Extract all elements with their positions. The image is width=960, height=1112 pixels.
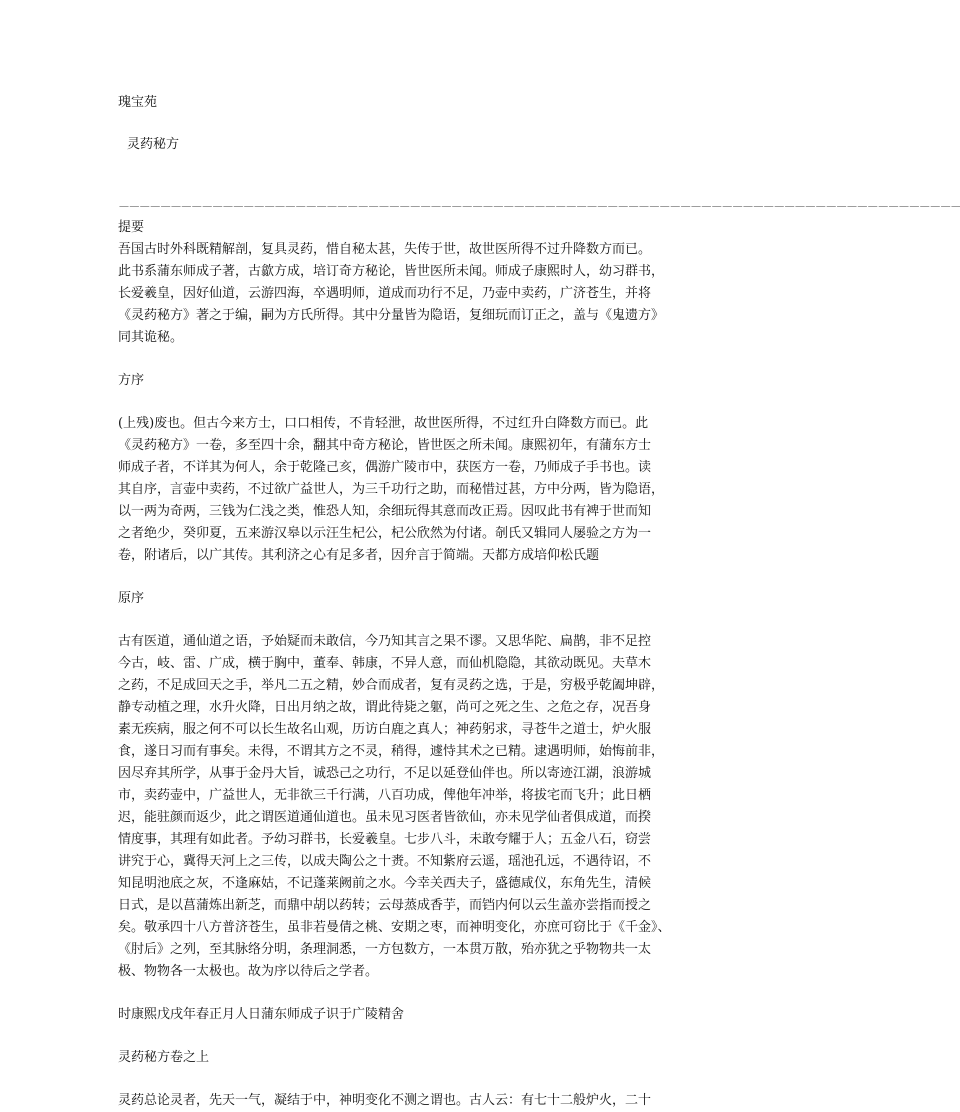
text-line: 情度事，其理有如此者。予幼习群书，长爱羲皇。七步八斗，未敢夸耀于人；五金八石，窃尝 bbox=[118, 832, 652, 847]
spacer bbox=[118, 567, 698, 588]
text-line: 素无疾病，服之何不可以长生故名山观，历访白鹿之真人；神药躬求，寻苍牛之道士，炉火服 bbox=[118, 722, 652, 737]
text-line: 矣。敬承四十八方普济苍生，虽非若曼倩之桃、安期之枣，而神明变化，亦庶可窃比于《千金》、 bbox=[118, 920, 671, 935]
spacer bbox=[118, 176, 698, 197]
section-heading-juan: 灵药秘方卷之上 bbox=[118, 1050, 210, 1065]
spacer bbox=[118, 392, 698, 413]
spacer bbox=[118, 610, 698, 631]
text-line: 静专动植之理，水升火降，日出月纳之故，谓此待毙之躯，尚可之死之生、之危之存，况吾身 bbox=[118, 700, 652, 715]
text-line: 以一两为奇两，三钱为仁浅之类，惟恐人知，余细玩得其意而改正焉。因叹此书有裨于世而知 bbox=[118, 504, 652, 519]
spacer bbox=[118, 1069, 698, 1090]
text-line: 此书系蒲东师成子著，古歙方成，培订奇方秘论，皆世医所未闻。师成子康熙时人，幼习群书， bbox=[118, 264, 665, 279]
text-line: 《灵药秘方》一卷，多至四十余，翻其中奇方秘论，皆世医之所未闻。康熙初年，有蒲东方士 bbox=[118, 438, 652, 453]
book-title: 灵药秘方 bbox=[127, 137, 180, 152]
text-line: 古有医道，通仙道之语，予始疑而未敢信，今乃知其言之果不谬。又思华陀、扁鹊，非不足控 bbox=[118, 634, 652, 649]
text-line: 灵药总论灵者，先天一气，凝结于中，神明变化不测之谓也。古人云：有七十二般炉火，二十 bbox=[118, 1093, 652, 1108]
text-line: 今古，岐、雷、广成，横于胸中，董奉、韩康，不异人意，而仙机隐隐，其欲动既见。夫草木 bbox=[118, 656, 652, 671]
text-line: 食，遂日习而有事矣。未得，不谓其方之不灵，稍得，遽恃其术之已精。逮遇明师，始悔前非， bbox=[118, 744, 665, 759]
text-line: 卷，附诸后，以广其传。其利济之心有足多者，因弁言于简端。天都方成培仰松氏题 bbox=[118, 548, 600, 563]
text-line: 长爱羲皇，因好仙道，云游四海，卒遇明师，道成而功行不足，乃壶中卖药，广济苍生，并将 bbox=[118, 286, 652, 301]
text-line: 日式，是以菖蒲炼出新芝，而鼎中胡以药转；云母蒸成香芋，而铛内何以云生盖亦尝指而授之 bbox=[118, 898, 652, 913]
text-line: 市，卖药壶中，广益世人，无非欲三千行满，八百功成，俾他年冲举，将拔宅而飞升；此日栖 bbox=[118, 788, 652, 803]
paragraph-yuanxu bbox=[118, 631, 698, 983]
text-line: 讲究于心，冀得天河上之三传，以成夫陶公之十赉。不知紫府云遥，瑶池孔远，不遇待诏，不 bbox=[118, 854, 652, 869]
paragraph-fangxu bbox=[118, 413, 698, 567]
text-line: (上残)废也。但古今来方士，口口相传，不肯轻泄，故世医所得，不过红升白降数方而已。此 bbox=[118, 416, 649, 431]
text-line: 其自序，言壶中卖药，不过欲广益世人，为三千功行之助，而秘惜过甚，方中分两，皆为隐语， bbox=[118, 482, 665, 497]
site-title: 瑰宝苑 bbox=[118, 95, 158, 110]
section-heading-yuanxu: 原序 bbox=[118, 591, 145, 606]
text-line: 之者绝少，癸卯夏，五来游汉皋以示汪生杞公，杞公欣然为付诸。剞氏又辑同人屡验之方为一 bbox=[118, 526, 652, 541]
text-line: 之药，不足成回天之手，举凡二五之精，妙合而成者，复有灵药之选，于是，穷极乎乾阖坤辟， bbox=[118, 678, 665, 693]
text-line: 《灵药秘方》著之于编，嗣为方氏所得。其中分量皆为隐语，复细玩而订正之，盖与《鬼遗方》 bbox=[118, 308, 665, 323]
section-heading-tiyao: 提要 bbox=[118, 220, 145, 235]
divider-line: －－－－－－－－－－－－－－－－－－－－－－－－－－－－－－－－－－－－－－－－－－－－－－－－－－－－－－－－－－－－－－－－－－－－－－－－－－－－－－－－－ bbox=[118, 200, 960, 214]
text-line: 极、物物各一太极也。故为序以待后之学者。 bbox=[118, 964, 379, 979]
text-line: 同其诡秘。 bbox=[118, 330, 184, 345]
text-line: 因尽弃其所学，从事于金丹大旨，诚恐己之功行，不足以延登仙伴也。所以寄迹江湖，浪游城 bbox=[118, 766, 652, 781]
section-heading-fangxu: 方序 bbox=[118, 373, 145, 388]
paragraph-juan bbox=[118, 1090, 698, 1112]
text-line: 《肘后》之列，至其脉络分明，条理洞悉，一方包数方，一本贯万散，殆亦犹之乎物物共一太 bbox=[118, 942, 652, 957]
text-line: 知昆明池底之灰，不逢麻姑，不记蓬莱阙前之水。今幸关西夫子，盛德咸仪，东角先生，清候 bbox=[118, 876, 652, 891]
spacer bbox=[118, 1026, 698, 1047]
spacer bbox=[118, 349, 698, 370]
text-line: 师成子者，不详其为何人，余于乾隆己亥，偶游广陵市中，获医方一卷，乃师成子手书也。读 bbox=[118, 460, 652, 475]
spacer bbox=[118, 983, 698, 1004]
document-page bbox=[118, 92, 960, 1112]
text-line: 迟，能驻颜而返少，此之谓医道通仙道也。虽未见习医者皆欲仙，亦未见学仙者俱成道，而揆 bbox=[118, 810, 652, 825]
paragraph-tiyao bbox=[118, 239, 698, 349]
preface-signature: 时康熙戊戌年春正月人日蒲东师成子识于广陵精舍 bbox=[118, 1007, 405, 1022]
text-line: 吾国古时外科既精解剖，复具灵药，惜自秘太甚，失传于世，故世医所得不过升降数方而已。 bbox=[118, 242, 652, 257]
